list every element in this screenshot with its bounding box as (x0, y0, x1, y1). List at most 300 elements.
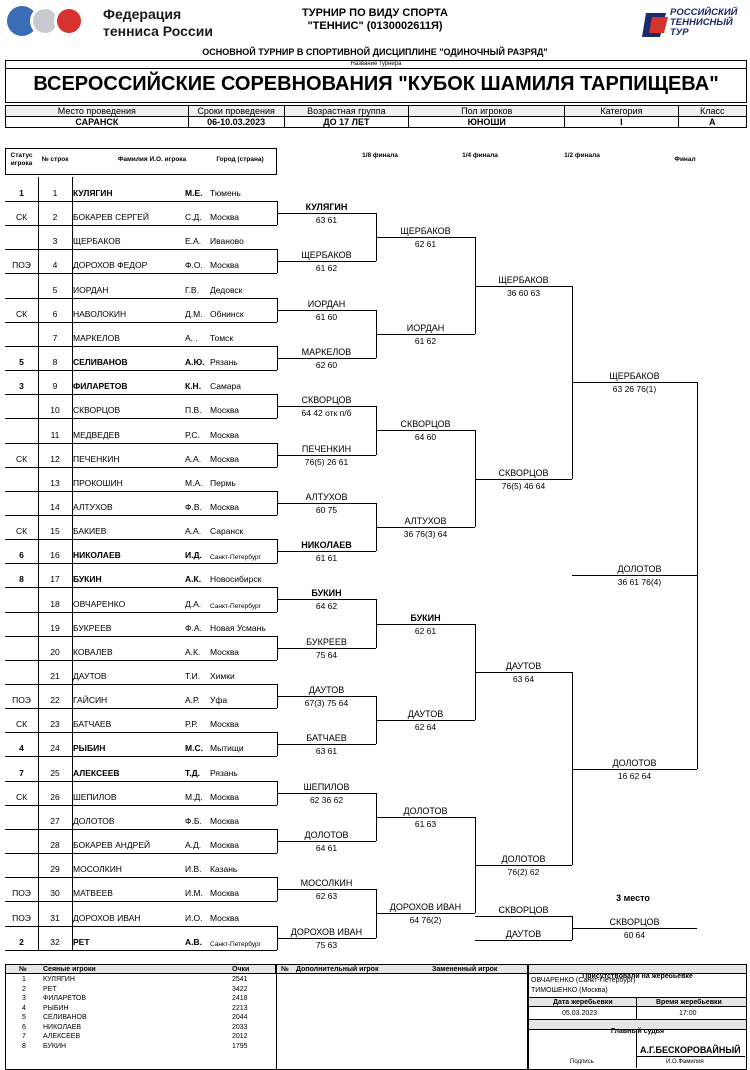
player-surname: МАТВЕЕВ (73, 888, 113, 899)
player-status: 2 (19, 936, 24, 947)
row-divider (38, 346, 39, 370)
match-score: 64 76(2) (409, 915, 442, 926)
row-divider (72, 926, 73, 950)
third-place-score: 60 64 (623, 930, 646, 940)
draw-date-divider (636, 997, 637, 1019)
player-row (5, 467, 277, 492)
sign-label: Подпись (570, 1059, 594, 1065)
player-surname: ФИЛАРЕТОВ (73, 381, 128, 392)
player-surname: ДОЛОТОВ (73, 815, 115, 826)
bracket-line (277, 551, 376, 552)
row-divider (72, 177, 73, 201)
match-score: 63 61 (315, 215, 338, 226)
third-place-winner-line (572, 928, 697, 929)
match-winner: БУКИН (311, 588, 342, 599)
match-score: 64 42 отк п/б (301, 408, 352, 419)
player-surname: РЫБИН (73, 743, 106, 754)
row-divider (72, 636, 73, 660)
player-surname: БАКИЕВ (73, 526, 107, 537)
player-city: Москва (210, 791, 240, 802)
player-row (5, 201, 277, 226)
player-city: Новая Усмань (210, 622, 266, 633)
bracket-line (277, 696, 376, 697)
player-row (5, 636, 277, 661)
rtt-wordmark (670, 8, 737, 38)
row-divider (38, 298, 39, 322)
row-divider (72, 298, 73, 322)
row-divider (38, 491, 39, 515)
row-divider (38, 467, 39, 491)
page-title: ВСЕРОССИЙСКИЕ СОРЕВНОВАНИЯ "КУБОК ШАМИЛЯ ТАРПИЩЕВА" (33, 73, 719, 95)
player-surname: ГАЙСИН (73, 695, 108, 706)
bracket-line (277, 261, 376, 262)
row-divider (72, 708, 73, 732)
third-place-player-1: СКВОРЦОВ (498, 905, 549, 915)
player-initials: Ф.Б. (185, 815, 202, 826)
row-divider (72, 660, 73, 684)
player-initials: Р.Р. (185, 719, 198, 730)
player-city: Москва (210, 719, 240, 730)
player-surname: ДОРОХОВ ФЕДОР (73, 260, 148, 271)
player-initials: М.Е. (185, 188, 203, 198)
player-initials: А.К. (185, 646, 201, 657)
row-divider (38, 902, 39, 926)
row-divider (38, 829, 39, 853)
player-row (5, 298, 277, 323)
row-divider (38, 612, 39, 636)
col-sf: 1/2 финала (564, 152, 600, 159)
row-divider (72, 249, 73, 273)
seed-number: 8 (22, 1042, 26, 1050)
player-surname: БОКАРЕВ СЕРГЕЙ (73, 212, 149, 223)
match-winner: БУКИН (410, 612, 441, 623)
bracket-line (572, 769, 697, 770)
match-winner: МОСОЛКИН (300, 878, 353, 889)
player-line-number: 10 (50, 405, 60, 416)
player-line-number: 19 (50, 622, 60, 633)
match-winner: АЛТУХОВ (404, 516, 447, 527)
rtt-emblem-icon (640, 9, 672, 41)
player-line-number: 5 (52, 284, 58, 295)
player-row (5, 394, 277, 419)
player-city: Москва (210, 815, 240, 826)
match-winner: ПЕЧЕНКИН (301, 443, 352, 454)
info-header-venue: Место проведения (6, 106, 189, 117)
player-city: Москва (210, 646, 240, 657)
player-initials: К.Н. (185, 381, 202, 392)
player-surname: БАТЧАЕВ (73, 719, 112, 730)
player-surname: МОСОЛКИН (73, 864, 122, 875)
player-city: Тюмень (210, 188, 241, 198)
player-line-number: 24 (50, 743, 60, 754)
bracket-line (277, 793, 376, 794)
match-score: 76(5) 46 64 (501, 480, 546, 491)
seed-number: 6 (22, 1023, 26, 1031)
extra-player-header: Дополнительный игрок (296, 966, 379, 973)
player-row (5, 805, 277, 830)
player-city: Саранск (210, 526, 244, 537)
info-value-gender: ЮНОШИ (409, 117, 565, 128)
row-divider (38, 708, 39, 732)
bracket-line (376, 913, 475, 914)
bracket-line (376, 817, 475, 818)
bracket-line (376, 430, 475, 431)
player-initials: С.Д. (185, 212, 202, 223)
player-initials: И.М. (185, 888, 203, 899)
replaced-player-header: Замененный игрок (432, 966, 498, 973)
player-surname: АЛЕКСЕЕВ (73, 767, 120, 778)
row-divider (72, 225, 73, 249)
seed-points: 2033 (232, 1023, 248, 1031)
player-initials: Д.М. (185, 308, 203, 319)
info-value-class: А (678, 117, 746, 128)
bracket-line (475, 479, 572, 480)
player-city: Самара (210, 381, 241, 392)
row-divider (72, 829, 73, 853)
player-city: Казань (210, 864, 238, 875)
seed-points: 2541 (232, 976, 248, 983)
match-winner: МАРКЕЛОВ (301, 346, 352, 357)
info-value-dates: 06-10.03.2023 (188, 117, 284, 128)
tournament-type-line-1: ТУРНИР ПО ВИДУ СПОРТА (302, 7, 448, 19)
third-place-line (475, 940, 572, 941)
row-divider (38, 322, 39, 346)
player-status: ПОЭ (12, 912, 31, 923)
player-surname: ШЕПИЛОВ (73, 791, 117, 802)
row-divider (72, 419, 73, 443)
player-initials: Е.А. (185, 236, 202, 247)
row-divider (72, 902, 73, 926)
extra-num-header: № (281, 966, 289, 973)
final-score: 36 61 76(4) (617, 577, 662, 588)
info-header-class: Класс (678, 106, 746, 117)
player-initials: Г.В. (185, 284, 199, 295)
player-surname: НИКОЛАЕВ (73, 550, 121, 561)
player-status: 6 (19, 550, 24, 561)
match-score: 16 62 64 (617, 770, 652, 781)
event-subtitle: ОСНОВНОЙ ТУРНИР В СПОРТИВНОЙ ДИСЦИПЛИНЕ "ОДИНОЧНЫЙ РАЗРЯД" (202, 47, 548, 57)
player-line-number: 1 (52, 188, 58, 198)
draw-time: 17:00 (679, 1010, 697, 1017)
seed-number: 2 (22, 985, 26, 993)
player-city: Обнинск (210, 308, 244, 319)
player-initials: Ф.В. (185, 501, 202, 512)
info-value-category: I (565, 117, 678, 128)
bracket-line (277, 503, 376, 504)
bracket-line (376, 527, 475, 528)
player-city: Уфа (210, 695, 228, 706)
present-person-1: ОВЧАРЕНКО (Санкт-Петербург) (531, 977, 636, 984)
info-value-venue: САРАНСК (6, 117, 189, 128)
player-initials: А.К. (185, 574, 202, 585)
match-winner: СКВОРЦОВ (498, 467, 549, 478)
player-status: 7 (19, 767, 24, 778)
player-row (5, 829, 277, 854)
match-winner: БУКРЕЕВ (306, 636, 347, 647)
bracket-line (277, 841, 376, 842)
player-city: Пермь (210, 477, 236, 488)
row-divider (38, 249, 39, 273)
seeded-num-header: № (19, 966, 27, 973)
match-winner: СКВОРЦОВ (301, 395, 352, 406)
player-status: ПОЭ (12, 695, 31, 706)
player-surname: ЩЕРБАКОВ (73, 236, 121, 247)
player-initials: Т.Д. (185, 767, 201, 778)
present-person-2: ТИМОШЕНКО (Москва) (531, 987, 608, 994)
player-line-number: 23 (50, 719, 60, 730)
player-city: Санкт-Петербург (210, 554, 261, 562)
row-divider (38, 201, 39, 225)
player-line-number: 27 (50, 815, 60, 826)
player-surname: ИОРДАН (73, 284, 109, 295)
player-line-number: 18 (50, 598, 60, 609)
match-score: 61 60 (315, 311, 338, 322)
player-initials: А.Д. (185, 840, 202, 851)
tournament-type-line-2: "ТЕННИС" (0130002611Я) (307, 20, 443, 32)
seed-number: 3 (22, 995, 26, 1002)
present-header-bar (528, 964, 747, 980)
bracket-line (572, 382, 697, 383)
match-winner: НИКОЛАЕВ (301, 540, 352, 551)
row-divider (72, 853, 73, 877)
player-line-number: 2 (52, 212, 58, 223)
player-surname: НАВОЛОКИН (73, 308, 127, 319)
federation-line-1: Федерация (103, 6, 182, 22)
row-divider (38, 370, 39, 394)
player-city: Москва (210, 260, 240, 271)
player-row (5, 684, 277, 709)
bracket-line (475, 286, 572, 287)
match-score: 64 61 (315, 842, 338, 853)
player-line-number: 17 (50, 574, 60, 585)
tournament-type (270, 7, 480, 33)
info-header-gender: Пол игроков (409, 106, 565, 117)
match-winner: ДАУТОВ (308, 685, 345, 696)
seed-points: 2044 (232, 1014, 248, 1021)
player-line-number: 30 (50, 888, 60, 899)
player-initials: А.В. (185, 936, 202, 947)
player-line-number: 9 (52, 381, 58, 392)
player-line-number: 13 (50, 477, 60, 488)
match-winner: ДАУТОВ (407, 709, 444, 720)
row-divider (38, 926, 39, 950)
player-city: Москва (210, 501, 240, 512)
player-status: ПОЭ (12, 888, 31, 899)
player-initials: Д.А. (185, 598, 202, 609)
col-final: Финал (674, 156, 696, 163)
row-divider (72, 370, 73, 394)
final-line (572, 575, 697, 576)
seed-points: 3422 (232, 985, 248, 993)
seed-name: БУКИН (43, 1042, 67, 1050)
referee-name: А.Г.БЕСКОРОВАЙНЫЙ (640, 1045, 741, 1055)
player-line-number: 28 (50, 840, 60, 851)
row-divider (72, 201, 73, 225)
seed-name: РЕТ (43, 985, 57, 993)
match-score: 75 63 (315, 939, 338, 950)
rtt-line-1: РОССИЙСКИЙ (670, 7, 738, 18)
row-divider (72, 732, 73, 756)
player-line-number: 3 (52, 236, 58, 247)
bracket-line (376, 624, 475, 625)
seed-number: 4 (22, 1004, 26, 1012)
player-row (5, 757, 277, 782)
row-divider (72, 563, 73, 587)
player-city: Иваново (210, 236, 244, 247)
player-initials: А. . (185, 332, 198, 343)
col-r16: 1/8 финала (362, 152, 398, 159)
player-line-number: 26 (50, 791, 60, 802)
player-surname: СКВОРЦОВ (73, 405, 121, 416)
row-divider (72, 539, 73, 563)
info-header-category: Категория (565, 106, 678, 117)
player-line-number: 7 (52, 332, 58, 343)
player-line-number: 12 (50, 453, 60, 464)
col-status: Статус игрока (10, 152, 33, 167)
player-surname: БОКАРЕВ АНДРЕЙ (73, 840, 151, 851)
bracket-line (277, 358, 376, 359)
extra-player-box (276, 964, 528, 1070)
match-winner: ДОЛОТОВ (403, 805, 448, 816)
player-row (5, 322, 277, 347)
player-city: Мытищи (210, 743, 244, 754)
player-line-number: 8 (52, 357, 58, 368)
match-score: 61 62 (315, 263, 338, 274)
player-surname: КОВАЛЕВ (73, 646, 113, 657)
player-city: Томск (210, 332, 234, 343)
player-row (5, 853, 277, 878)
row-divider (72, 588, 73, 612)
player-line-number: 15 (50, 526, 60, 537)
player-city: Москва (210, 429, 240, 440)
seed-name: РЫБИН (43, 1004, 69, 1012)
player-status: СК (15, 453, 28, 464)
row-divider (38, 563, 39, 587)
bracket-line (277, 744, 376, 745)
referee-label: Главный судья (610, 1028, 665, 1035)
player-surname: МЕДВЕДЕВ (73, 429, 120, 440)
row-divider (72, 394, 73, 418)
col-qf: 1/4 финала (462, 152, 498, 159)
row-divider (38, 225, 39, 249)
third-place-winner: СКВОРЦОВ (609, 917, 660, 927)
federation-name (103, 6, 213, 40)
player-line-number: 25 (50, 767, 60, 778)
row-divider (38, 853, 39, 877)
match-winner: ИОРДАН (406, 322, 445, 333)
row-divider (38, 419, 39, 443)
player-row (5, 926, 277, 951)
player-city: Москва (210, 212, 240, 223)
player-initials: И.В. (185, 864, 202, 875)
col-city: Город (страна) (216, 156, 264, 163)
player-row (5, 539, 277, 564)
match-score: 76(5) 26 61 (304, 456, 349, 467)
bracket-line (277, 938, 376, 939)
player-city: Москва (210, 912, 240, 923)
col-name: Фамилия И.О. игрока (117, 156, 187, 163)
seed-name: НИКОЛАЕВ (43, 1023, 82, 1031)
player-line-number: 20 (50, 646, 60, 657)
row-divider (38, 684, 39, 708)
match-score: 67(3) 75 64 (304, 698, 349, 709)
player-status: СК (15, 791, 28, 802)
player-city: Москва (210, 888, 240, 899)
bracket-line (277, 648, 376, 649)
seeded-header: Сеяные игроки (43, 966, 96, 973)
bracket-line (277, 889, 376, 890)
row-divider (38, 177, 39, 201)
federation-line-2: тенниса России (103, 23, 213, 39)
player-row (5, 612, 277, 637)
bracket-line (376, 237, 475, 238)
col-num: № строк (41, 156, 69, 163)
player-city: Санкт-Петербург (210, 602, 261, 610)
match-winner: ДОРОХОВ ИВАН (290, 926, 363, 937)
match-winner: ДАУТОВ (505, 660, 542, 671)
match-score: 61 62 (414, 335, 437, 346)
player-surname: ДАУТОВ (73, 671, 107, 681)
player-initials: Ф.О. (185, 260, 203, 271)
points-header: Очки (232, 966, 250, 973)
match-score: 62 61 (414, 625, 437, 636)
player-line-number: 21 (50, 671, 60, 681)
player-row (5, 443, 277, 468)
match-score: 63 61 (315, 746, 338, 757)
player-city: Санкт-Петербург (210, 940, 261, 948)
seed-points: 2213 (232, 1004, 248, 1012)
match-score: 63 64 (512, 673, 535, 684)
player-city: Москва (210, 405, 240, 416)
player-status: СК (15, 719, 28, 730)
player-row (5, 177, 277, 202)
match-score: 76(2) 62 (507, 867, 540, 878)
player-row (5, 902, 277, 927)
seed-name: СЕЛИВАНОВ (43, 1014, 87, 1021)
player-row (5, 732, 277, 757)
match-winner: АЛТУХОВ (305, 491, 348, 502)
row-divider (38, 660, 39, 684)
player-line-number: 29 (50, 864, 60, 875)
player-surname: КУЛЯГИН (73, 188, 113, 198)
player-status: 4 (19, 743, 24, 754)
player-row (5, 419, 277, 444)
player-row (5, 660, 277, 685)
player-line-number: 32 (50, 936, 60, 947)
match-score: 36 76(3) 64 (403, 529, 448, 540)
match-score: 60 75 (315, 504, 338, 515)
player-row (5, 563, 277, 588)
player-line-number: 22 (50, 695, 60, 706)
row-divider (72, 781, 73, 805)
player-line-number: 4 (52, 260, 58, 271)
match-winner: СКВОРЦОВ (400, 419, 451, 430)
player-line-number: 16 (50, 550, 60, 561)
match-score: 62 63 (315, 891, 338, 902)
player-initials: А.А. (185, 526, 202, 537)
player-line-number: 11 (50, 429, 60, 440)
player-line-number: 6 (52, 308, 58, 319)
match-score: 36 60 63 (506, 287, 541, 298)
player-city: Дедовск (210, 284, 243, 295)
third-place-label: 3 место (616, 893, 650, 903)
row-divider (38, 394, 39, 418)
player-surname: МАРКЕЛОВ (73, 332, 120, 343)
match-score: 64 60 (414, 432, 437, 443)
player-status: 1 (19, 188, 24, 198)
match-score: 62 61 (414, 239, 437, 250)
match-score: 62 36 62 (309, 794, 344, 805)
